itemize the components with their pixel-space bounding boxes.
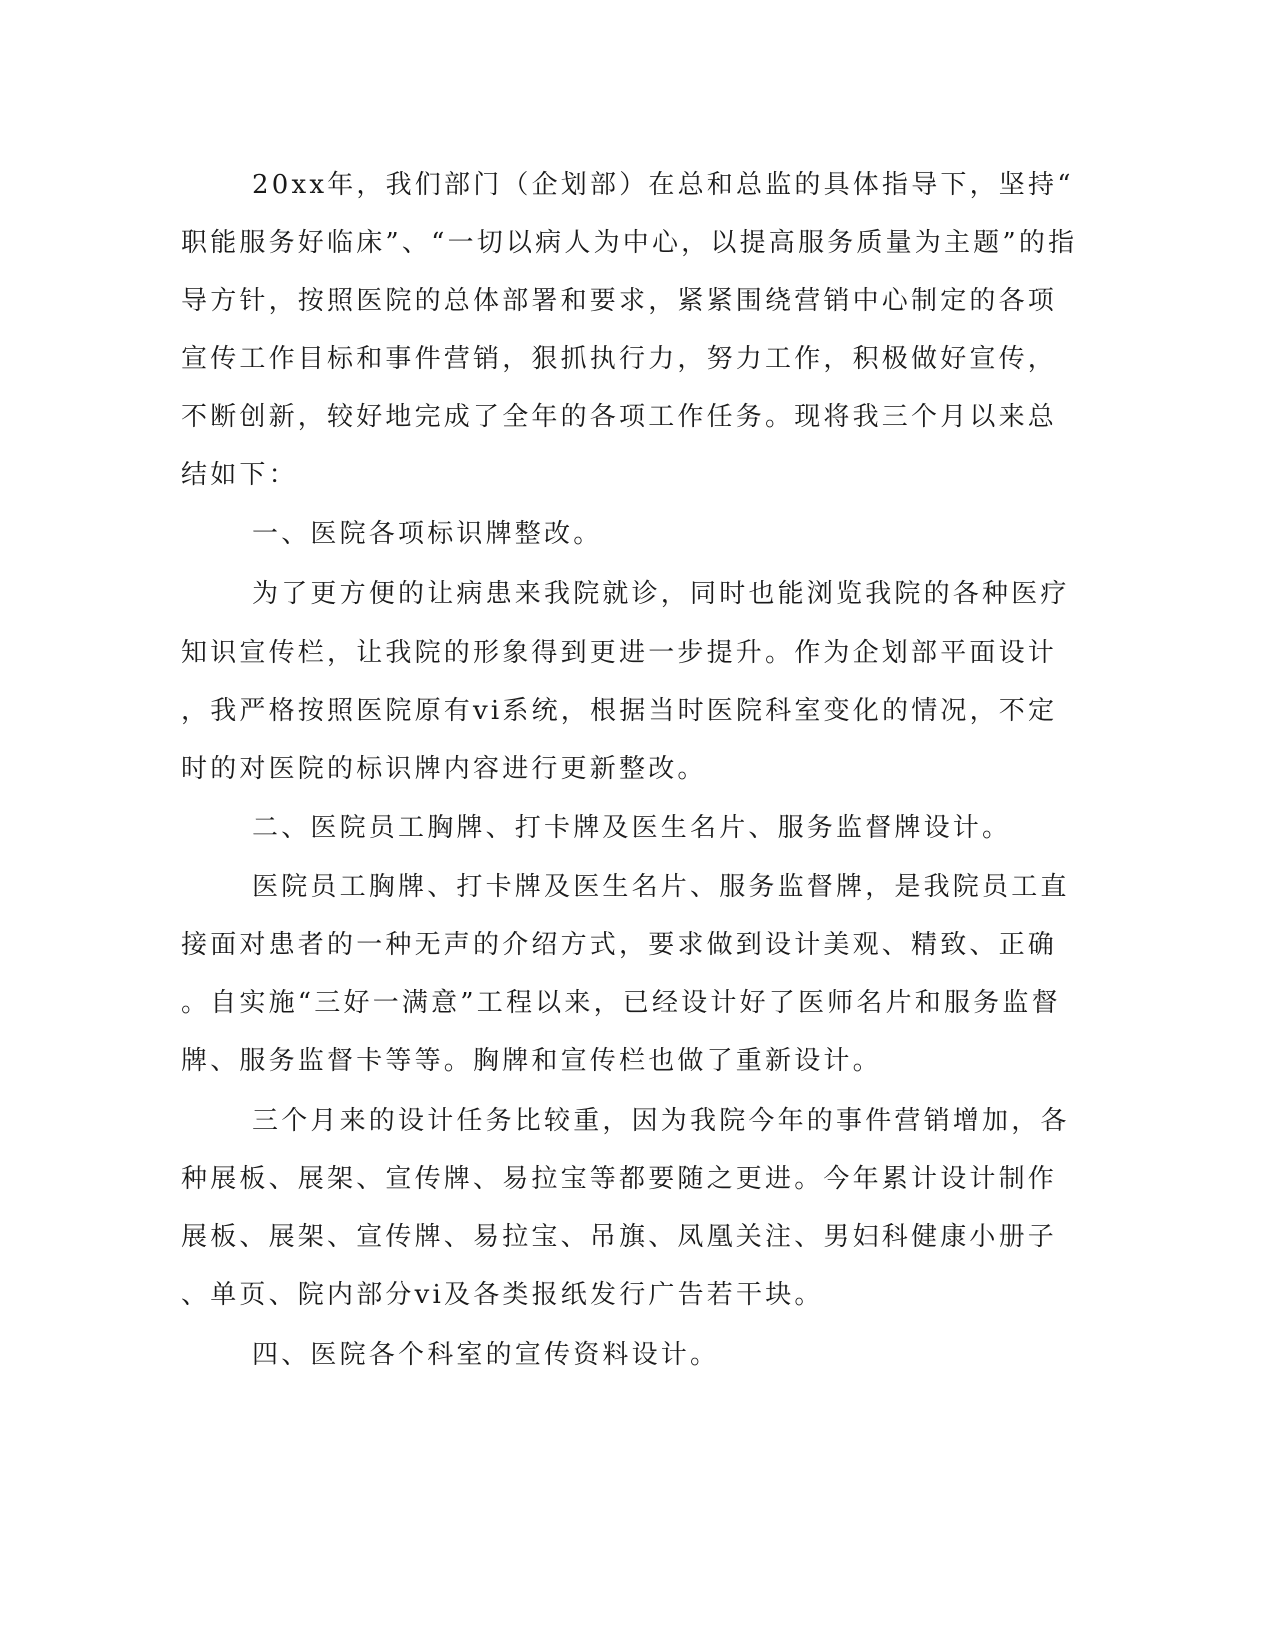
text-line: 医院员工胸牌、打卡牌及医生名片、服务监督牌，是我院员工直 bbox=[252, 872, 1070, 902]
text-line: ，我严格按照医院原有vi系统，根据当时医院科室变化的情况，不定 bbox=[181, 696, 1058, 726]
text-line: 接面对患者的一种无声的介绍方式，要求做到设计美观、精致、正确 bbox=[181, 930, 1058, 960]
text-line: 、单页、院内部分vi及各类报纸发行广告若干块。 bbox=[181, 1280, 824, 1310]
text-line: 三个月来的设计任务比较重，因为我院今年的事件营销增加，各 bbox=[252, 1106, 1070, 1136]
text-line: 为了更方便的让病患来我院就诊，同时也能浏览我院的各种医疗 bbox=[252, 579, 1070, 609]
text-line: 职能服务好临床”、“一切以病人为中心，以提高服务质量为主题”的指 bbox=[181, 228, 1078, 258]
text-line: 结如下： bbox=[181, 460, 298, 490]
section-heading: 四、医院各个科室的宣传资料设计。 bbox=[252, 1340, 720, 1370]
section-heading: 二、医院员工胸牌、打卡牌及医生名片、服务监督牌设计。 bbox=[252, 813, 1012, 843]
text-line: 不断创新，较好地完成了全年的各项工作任务。现将我三个月以来总 bbox=[181, 402, 1058, 432]
text-line: 导方针，按照医院的总体部署和要求，紧紧围绕营销中心制定的各项 bbox=[181, 286, 1058, 316]
text-line: 知识宣传栏，让我院的形象得到更进一步提升。作为企划部平面设计 bbox=[181, 638, 1058, 668]
text-line: 时的对医院的标识牌内容进行更新整改。 bbox=[181, 754, 707, 784]
text-line: 。自实施“三好一满意”工程以来，已经设计好了医师名片和服务监督 bbox=[181, 988, 1061, 1018]
text-line: 20xx年，我们部门（企划部）在总和总监的具体指导下，坚持“ bbox=[252, 170, 1074, 200]
text-line: 种展板、展架、宣传牌、易拉宝等都要随之更进。今年累计设计制作 bbox=[181, 1164, 1058, 1194]
section-heading: 一、医院各项标识牌整改。 bbox=[252, 519, 603, 549]
text-line: 宣传工作目标和事件营销，狠抓执行力，努力工作，积极做好宣传， bbox=[181, 344, 1058, 374]
text-line: 牌、服务监督卡等等。胸牌和宣传栏也做了重新设计。 bbox=[181, 1046, 882, 1076]
text-line: 展板、展架、宣传牌、易拉宝、吊旗、凤凰关注、男妇科健康小册子 bbox=[181, 1222, 1058, 1252]
